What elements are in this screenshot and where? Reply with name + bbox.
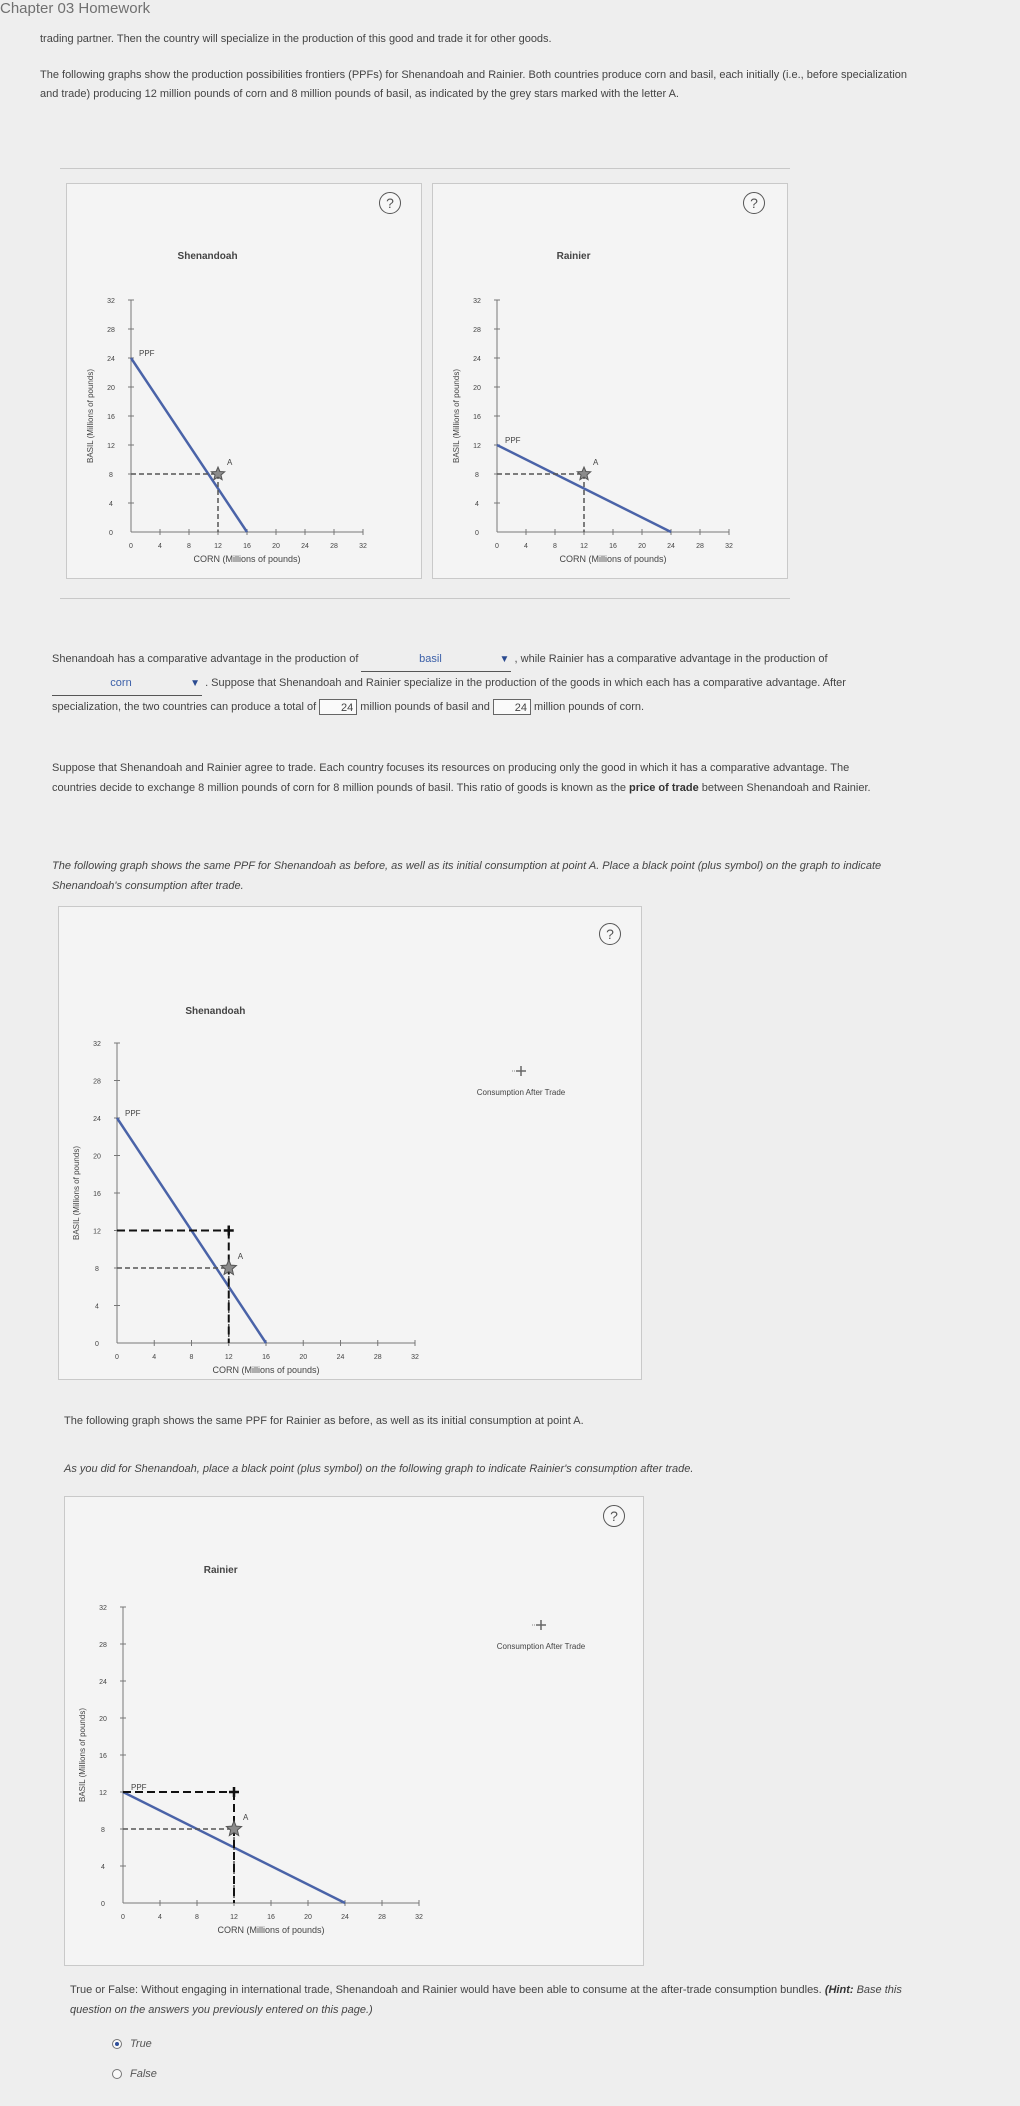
x-axis-label: CORN (Millions of pounds) xyxy=(193,554,301,564)
y-axis-label: BASIL (Millions of pounds) xyxy=(78,1708,87,1802)
shenandoah-ppf-chart[interactable] xyxy=(67,184,421,578)
x-tick-label: 0 xyxy=(495,543,499,550)
intro-line: trading partner. Then the country will specialize in the production of this good and trade it for other goods. xyxy=(40,33,552,45)
ppf-line xyxy=(131,358,247,532)
rainier-ppf-chart[interactable] xyxy=(433,184,787,578)
x-tick-label: 12 xyxy=(214,543,222,550)
point-a-label: A xyxy=(243,1813,249,1822)
x-tick-label: 28 xyxy=(378,1914,386,1921)
y-tick-label: 32 xyxy=(473,298,481,305)
y-tick-label: 16 xyxy=(107,414,115,421)
y-tick-label: 20 xyxy=(99,1716,107,1723)
intro-paragraph: The following graphs show the production possibilities frontiers (PPFs) for Shenandoah and Rainier. Both countries produce corn and basil, each initially (i.e., before specialization and trade) producing 12 million pounds of corn and 8 million pounds of basil, as indicated by the grey stars marked with the letter A. xyxy=(40,69,908,100)
y-axis-label: BASIL (Millions of pounds) xyxy=(452,369,461,463)
y-tick-label: 20 xyxy=(473,385,481,392)
x-tick-label: 12 xyxy=(580,543,588,550)
point-a-label: A xyxy=(593,458,599,467)
chart-title: Rainier xyxy=(556,251,591,262)
x-tick-label: 4 xyxy=(158,543,162,550)
x-tick-label: 20 xyxy=(272,543,280,550)
x-tick-label: 4 xyxy=(158,1914,162,1921)
help-button[interactable] xyxy=(599,923,621,945)
chart-title: Shenandoah xyxy=(177,251,238,262)
dropdown-arrow-icon: ▼ xyxy=(190,678,200,689)
trade-paragraph: Suppose that Shenandoah and Rainier agree to trade. Each country focuses its resources on producing only the good in which it has a comparative advantage. The countries decide to exchange 8 million pounds of corn for 8 million pounds of basil. This ratio of goods is known as the price of trade between Shenandoah and Rainier. xyxy=(52,762,871,794)
radio-true[interactable] xyxy=(112,2039,122,2049)
chart-title: Rainier xyxy=(203,1565,238,1576)
question-mark-icon: ? xyxy=(610,1508,618,1524)
legend-label: Consumption After Trade xyxy=(476,1088,566,1097)
comparative-advantage-question: Shenandoah has a comparative advantage in the production of basil ▼ , while Rainier has a comparative advantage in the production of corn ▼ . Suppose that Shenandoah and Rainier specialize in the production of the goods in which each has a comparative advantage. After specialization, the two countries can produce a total of 24 million pounds of basil and 24 million pounds of corn. xyxy=(52,648,882,719)
x-tick-label: 28 xyxy=(373,1354,382,1361)
total-basil-input[interactable]: 24 xyxy=(319,699,357,715)
x-tick-label: 20 xyxy=(299,1354,308,1361)
y-tick-label: 32 xyxy=(93,1041,101,1048)
y-tick-label: 24 xyxy=(93,1116,101,1123)
consumption-plus-marker xyxy=(229,1787,239,1797)
y-tick-label: 32 xyxy=(99,1605,107,1612)
y-tick-label: 0 xyxy=(475,530,479,537)
x-tick-label: 8 xyxy=(553,543,557,550)
rainier-instructions-2: As you did for Shenandoah, place a black point (plus symbol) on the following graph to indicate Rainier's consumption after trade. xyxy=(64,1463,694,1475)
x-axis-label: CORN (Millions of pounds) xyxy=(559,554,667,564)
y-axis-label: BASIL (Millions of pounds) xyxy=(86,369,95,463)
y-tick-label: 28 xyxy=(107,327,115,334)
x-tick-label: 16 xyxy=(262,1354,270,1361)
y-tick-label: 0 xyxy=(95,1341,99,1348)
help-button[interactable] xyxy=(603,1505,625,1527)
ppf-label: PPF xyxy=(131,1783,147,1792)
x-tick-label: 8 xyxy=(195,1914,199,1921)
radio-false[interactable] xyxy=(112,2069,122,2079)
x-tick-label: 24 xyxy=(341,1914,349,1921)
y-tick-label: 8 xyxy=(95,1266,99,1273)
y-tick-label: 24 xyxy=(99,1679,107,1686)
x-tick-label: 20 xyxy=(638,543,646,550)
true-false-question: True or False: Without engaging in international trade, Shenandoah and Rainier would have been able to consume at the after-trade consumption bundles. (Hint: Base this question on the answers you previously entered on this page.) xyxy=(70,1984,902,2016)
legend-label: Consumption After Trade xyxy=(496,1642,586,1651)
y-axis-label: BASIL (Millions of pounds) xyxy=(72,1146,81,1240)
rainier-graph-panel xyxy=(432,183,788,579)
x-tick-label: 4 xyxy=(152,1354,157,1361)
y-tick-label: 32 xyxy=(107,298,115,305)
option-false[interactable]: False xyxy=(112,2068,157,2080)
y-tick-label: 0 xyxy=(101,1901,105,1908)
x-tick-label: 32 xyxy=(359,543,367,550)
option-true[interactable]: True xyxy=(112,2038,152,2050)
x-tick-label: 32 xyxy=(411,1354,419,1361)
question-mark-icon: ? xyxy=(750,195,758,211)
y-tick-label: 16 xyxy=(99,1753,107,1760)
divider xyxy=(60,598,790,599)
y-tick-label: 4 xyxy=(95,1303,99,1311)
help-button[interactable] xyxy=(379,192,401,214)
comparative-advantage-dropdown-shenandoah[interactable]: basil ▼ xyxy=(361,648,511,672)
ppf-label: PPF xyxy=(125,1109,141,1118)
x-tick-label: 0 xyxy=(115,1354,119,1361)
y-tick-label: 20 xyxy=(93,1153,101,1161)
consumption-plus-marker xyxy=(224,1226,234,1236)
x-tick-label: 32 xyxy=(415,1914,423,1921)
shenandoah-instructions: The following graph shows the same PPF for Shenandoah as before, as well as its initial consumption at point A. Place a black point (plus symbol) on the graph to indicate Shenandoah's consumption after trade. xyxy=(52,860,882,892)
dropdown-arrow-icon: ▼ xyxy=(499,654,510,665)
y-tick-label: 16 xyxy=(473,414,481,421)
chart-title: Shenandoah xyxy=(185,1006,246,1017)
legend-plus-icon xyxy=(516,1066,526,1076)
y-tick-label: 28 xyxy=(473,327,481,334)
help-button[interactable] xyxy=(743,192,765,214)
x-tick-label: 0 xyxy=(129,543,133,550)
x-tick-label: 16 xyxy=(243,543,251,550)
y-tick-label: 4 xyxy=(109,501,113,508)
rainier-consumption-panel xyxy=(64,1496,644,1966)
x-tick-label: 32 xyxy=(725,543,733,550)
y-tick-label: 12 xyxy=(99,1790,107,1797)
y-tick-label: 12 xyxy=(93,1228,101,1236)
y-tick-label: 28 xyxy=(99,1642,107,1649)
x-tick-label: 24 xyxy=(301,543,309,550)
x-tick-label: 8 xyxy=(187,543,191,550)
ppf-label: PPF xyxy=(505,436,521,445)
y-tick-label: 24 xyxy=(473,356,481,363)
x-axis-label: CORN (Millions of pounds) xyxy=(212,1365,320,1375)
legend-plus-icon xyxy=(536,1620,546,1630)
x-axis-label: CORN (Millions of pounds) xyxy=(217,1925,325,1935)
question-mark-icon: ? xyxy=(386,195,394,211)
x-tick-label: 0 xyxy=(121,1914,125,1921)
chapter-title: Chapter 03 Homework xyxy=(0,0,151,17)
y-tick-label: 12 xyxy=(107,443,115,450)
y-tick-label: 4 xyxy=(101,1864,105,1871)
rainier-consumption-chart[interactable] xyxy=(65,1497,643,1965)
y-tick-label: 4 xyxy=(475,501,479,508)
y-tick-label: 28 xyxy=(93,1078,101,1086)
question-mark-icon: ? xyxy=(606,926,614,942)
x-tick-label: 24 xyxy=(336,1354,345,1361)
y-tick-label: 8 xyxy=(475,472,479,479)
x-tick-label: 28 xyxy=(330,543,338,550)
point-a-label: A xyxy=(227,458,233,467)
point-a-label: A xyxy=(237,1252,244,1261)
y-tick-label: 12 xyxy=(473,443,481,450)
y-tick-label: 16 xyxy=(93,1191,101,1198)
ppf-label: PPF xyxy=(139,349,155,358)
x-tick-label: 16 xyxy=(267,1914,275,1921)
x-tick-label: 28 xyxy=(696,543,704,550)
y-tick-label: 24 xyxy=(107,356,115,363)
y-tick-label: 0 xyxy=(109,530,113,537)
x-tick-label: 24 xyxy=(667,543,675,550)
x-tick-label: 12 xyxy=(230,1914,238,1921)
y-tick-label: 8 xyxy=(101,1827,105,1834)
shenandoah-consumption-chart[interactable] xyxy=(59,907,641,1379)
total-corn-input[interactable]: 24 xyxy=(493,699,531,715)
divider xyxy=(60,168,790,169)
x-tick-label: 8 xyxy=(189,1354,194,1361)
comparative-advantage-dropdown-rainier[interactable]: corn ▼ xyxy=(52,672,202,696)
y-tick-label: 8 xyxy=(109,472,113,479)
x-tick-label: 4 xyxy=(524,543,528,550)
x-tick-label: 12 xyxy=(224,1354,233,1361)
rainier-instructions-1: The following graph shows the same PPF for Rainier as before, as well as its initial consumption at point A. xyxy=(64,1415,584,1427)
shenandoah-consumption-panel xyxy=(58,906,642,1380)
shenandoah-graph-panel xyxy=(66,183,422,579)
x-tick-label: 16 xyxy=(609,543,617,550)
y-tick-label: 20 xyxy=(107,385,115,392)
x-tick-label: 20 xyxy=(304,1914,312,1921)
